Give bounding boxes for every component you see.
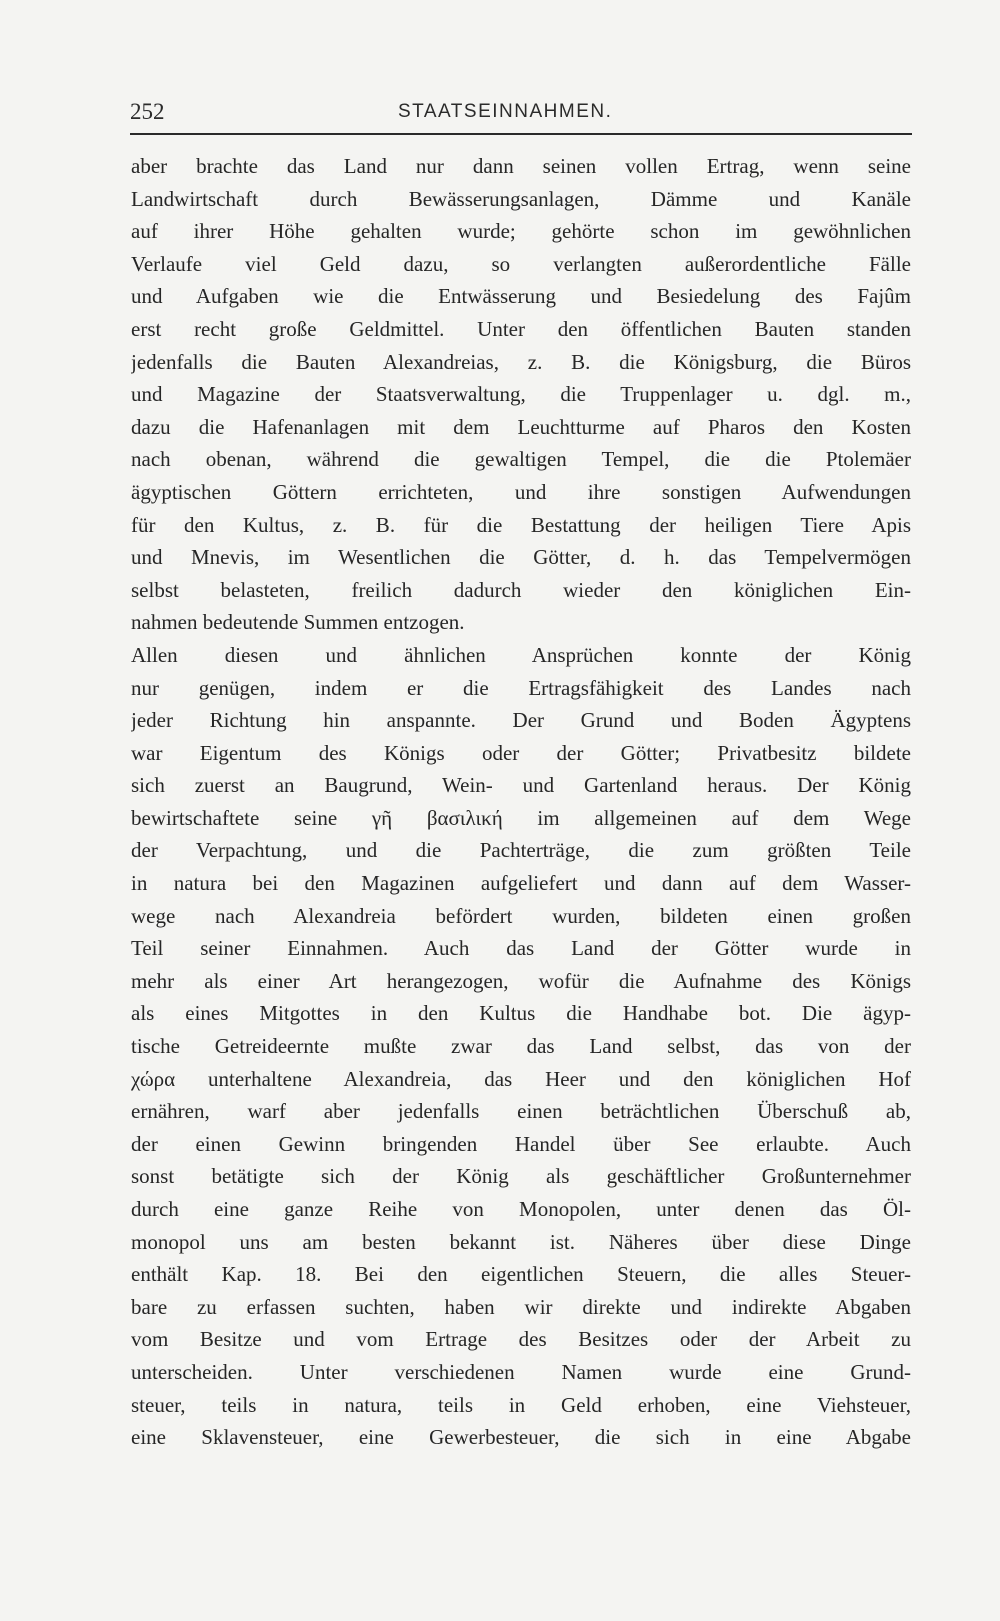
text-line: jedenfalls die Bauten Alexandreias, z. B. die Königsburg, die Büros xyxy=(131,349,911,374)
text-line: ägyptischen Göttern errichteten, und ihre sonstigen Aufwendungen xyxy=(131,479,911,504)
text-line: der Verpachtung, und die Pachterträge, die zum größten Teile xyxy=(131,838,911,863)
text-line: war Eigentum des Königs oder der Götter; Privatbesitz bildete xyxy=(131,740,911,765)
body-text xyxy=(131,150,911,1454)
running-head: STAATSEINNAHMEN. xyxy=(398,101,613,122)
text-line: für den Kultus, z. B. für die Bestattung der heiligen Tiere Apis xyxy=(131,512,911,537)
text-line: Teil seiner Einnahmen. Auch das Land der Götter wurde in xyxy=(131,936,911,961)
text-line: mehr als einer Art herangezogen, wofür die Aufnahme des Königs xyxy=(131,968,911,993)
text-line: bare zu erfassen suchten, haben wir direkte und indirekte Abgaben xyxy=(131,1294,911,1319)
text-line: bewirtschaftete seine γῆ βασιλική im allgemeinen auf dem Wege xyxy=(131,805,911,830)
text-line: enthält Kap. 18. Bei den eigentlichen Steuern, die alles Steuer- xyxy=(131,1262,911,1287)
text-line: als eines Mitgottes in den Kultus die Handhabe bot. Die ägyp- xyxy=(131,1001,911,1026)
text-line: Verlaufe viel Geld dazu, so verlangten außerordentliche Fälle xyxy=(131,251,911,276)
text-line: jeder Richtung hin anspannte. Der Grund und Boden Ägyptens xyxy=(131,708,911,733)
text-line: Landwirtschaft durch Bewässerungsanlagen, Dämme und Kanäle xyxy=(131,186,911,211)
text-line: durch eine ganze Reihe von Monopolen, unter denen das Öl- xyxy=(131,1197,911,1221)
text-line: dazu die Hafenanlagen mit dem Leuchtturme auf Pharos den Kosten xyxy=(131,414,911,439)
text-line: sich zuerst an Baugrund, Wein- und Gartenland heraus. Der König xyxy=(131,773,911,798)
text-line: auf ihrer Höhe gehalten wurde; gehörte schon im gewöhnlichen xyxy=(131,219,911,244)
text-line: tische Getreideernte mußte zwar das Land selbst, das von der xyxy=(131,1034,911,1059)
text-line: und Mnevis, im Wesentlichen die Götter, d. h. das Tempelvermögen xyxy=(131,545,911,570)
text-line: eine Sklavensteuer, eine Gewerbesteuer, die sich in eine Abgabe xyxy=(131,1425,911,1450)
text-line: aber brachte das Land nur dann seinen vollen Ertrag, wenn seine xyxy=(131,154,911,178)
text-line: selbst belasteten, freilich dadurch wieder den königlichen Ein- xyxy=(131,577,911,602)
text-line: vom Besitze und vom Ertrage des Besitzes oder der Arbeit zu xyxy=(131,1327,911,1352)
text-line: und Magazine der Staatsverwaltung, die Truppenlager u. dgl. m., xyxy=(131,382,911,407)
text-line: χώρα unterhaltene Alexandreia, das Heer und den königlichen Hof xyxy=(131,1066,911,1091)
text-line: und Aufgaben wie die Entwässerung und Besiedelung des Fajûm xyxy=(131,284,911,309)
text-line: steuer, teils in natura, teils in Geld erhoben, eine Viehsteuer, xyxy=(131,1392,911,1417)
text-line: in natura bei den Magazinen aufgeliefert und dann auf dem Wasser- xyxy=(131,871,911,896)
text-line: nahmen bedeutende Summen entzogen. xyxy=(131,610,465,635)
text-line: ernähren, warf aber jedenfalls einen beträchtlichen Überschuß ab, xyxy=(131,1099,911,1124)
text-line: erst recht große Geldmittel. Unter den öffentlichen Bauten standen xyxy=(131,316,911,341)
text-line: wege nach Alexandreia befördert wurden, bildeten einen großen xyxy=(131,903,911,928)
text-line: monopol uns am besten bekannt ist. Näheres über diese Dinge xyxy=(131,1229,911,1254)
text-line: Allen diesen und ähnlichen Ansprüchen konnte der König xyxy=(131,642,911,667)
text-line: sonst betätigte sich der König als geschäftlicher Großunternehmer xyxy=(131,1164,911,1189)
text-line: der einen Gewinn bringenden Handel über See erlaubte. Auch xyxy=(131,1131,911,1156)
text-line: nur genügen, indem er die Ertragsfähigkeit des Landes nach xyxy=(131,675,911,700)
text-line: unterscheiden. Unter verschiedenen Namen wurde eine Grund- xyxy=(131,1359,911,1384)
page-number: 252 xyxy=(130,99,165,124)
page-header xyxy=(130,95,912,135)
text-line: nach obenan, während die gewaltigen Tempel, die die Ptolemäer xyxy=(131,447,911,472)
